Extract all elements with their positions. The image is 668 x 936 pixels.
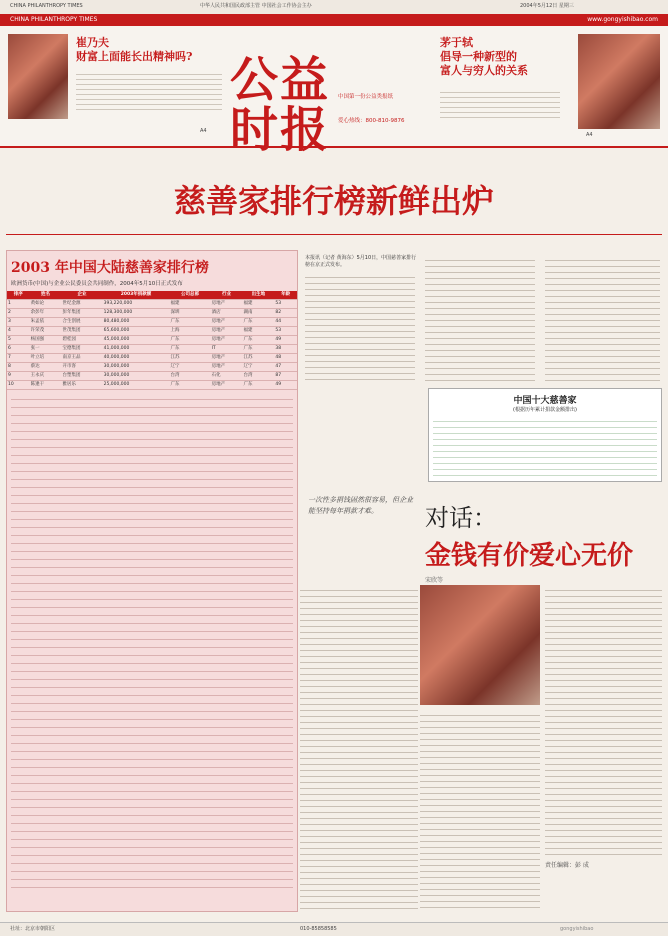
ranking-more-rows xyxy=(11,392,293,892)
table-cell: 8 xyxy=(7,363,30,372)
table-cell: 45,000,000 xyxy=(103,336,170,345)
table-row xyxy=(7,345,297,354)
table-row xyxy=(7,318,297,327)
footer-phone: 010-85858585 xyxy=(300,926,337,932)
table-cell: 5 xyxy=(7,336,30,345)
brand-en-top: CHINA PHILANTHROPY TIMES xyxy=(10,3,83,9)
table-cell: 30,000,000 xyxy=(103,372,170,381)
table-cell: 张一 xyxy=(30,345,62,354)
main-headline: 慈善家排行榜新鲜出炉 xyxy=(173,182,494,220)
red-bar xyxy=(0,14,668,26)
pull-quote: 一次性多捐钱固然很容易，但企业能坚持每年捐款才难。 xyxy=(308,496,413,515)
table-cell: 房地产 xyxy=(211,381,243,390)
table-cell: 广东 xyxy=(169,345,210,354)
table-cell: 41,000,000 xyxy=(103,345,170,354)
table-cell: 黄如论 xyxy=(30,300,62,309)
logo-char-3: 时 xyxy=(230,102,279,158)
table-cell: 湖南 xyxy=(242,309,274,318)
ranking-col-header: 企业 xyxy=(61,291,102,300)
article-intro: 本报讯（记者 黄海东）5月10日，中国慈善家排行榜在京正式发布。 xyxy=(305,255,417,268)
table-cell: 房地产 xyxy=(211,354,243,363)
table-cell: 余彭年 xyxy=(30,309,62,318)
table-cell: 80,480,000 xyxy=(103,318,170,327)
watermark: gongyishibao xyxy=(560,926,594,932)
table-cell: 49 xyxy=(274,336,297,345)
table-cell: 3 xyxy=(7,318,30,327)
brand-en: CHINA PHILANTHROPY TIMES xyxy=(10,16,98,23)
table-cell: 广东 xyxy=(242,336,274,345)
ranking-col-header: 2003年捐款额 xyxy=(103,291,170,300)
table-cell: 台湾 xyxy=(242,372,274,381)
table-cell: 王永庆 xyxy=(30,372,62,381)
table-cell: 朱孟依 xyxy=(30,318,62,327)
right-story-text xyxy=(440,88,560,118)
table-cell: 40,000,000 xyxy=(103,354,170,363)
table-cell: 上海 xyxy=(169,327,210,336)
ranking-col-header: 行业 xyxy=(211,291,243,300)
table-cell: 49 xyxy=(274,381,297,390)
table-cell: 合生创展 xyxy=(61,318,102,327)
dialogue-title-1: 对话： xyxy=(425,504,497,532)
ranking-table xyxy=(7,291,297,390)
table-cell: 广东 xyxy=(169,381,210,390)
table-row xyxy=(7,372,297,381)
left-story-text xyxy=(76,70,222,110)
table-cell: 雅居乐 xyxy=(61,381,102,390)
table-cell: 福建 xyxy=(242,327,274,336)
logo-char-2: 益 xyxy=(280,52,329,108)
table-cell: 128,300,000 xyxy=(103,309,170,318)
table-cell: 82 xyxy=(274,309,297,318)
table-cell: 房地产 xyxy=(211,363,243,372)
top-info-bar xyxy=(0,0,668,15)
table-cell: 4 xyxy=(7,327,30,336)
logo-char-1: 公 xyxy=(230,52,279,108)
dialogue-byline: 宋欣等 xyxy=(425,577,444,584)
table-cell: 53 xyxy=(274,300,297,309)
table-cell: 2 xyxy=(7,309,30,318)
table-cell: 世茂集团 xyxy=(61,327,102,336)
table-cell: 陈逢干 xyxy=(30,381,62,390)
table-cell: 44 xyxy=(274,318,297,327)
table-cell: 南京王品 xyxy=(61,354,102,363)
table-cell: 53 xyxy=(274,327,297,336)
article-column-1 xyxy=(305,272,415,382)
website: www.gongyishibao.com xyxy=(587,16,658,23)
dialogue-title-2: 金钱有价爱心无价 xyxy=(425,541,634,571)
table-row xyxy=(7,354,297,363)
dialogue-text-1 xyxy=(300,585,418,910)
table-cell: 碧桂园 xyxy=(61,336,102,345)
issue-date: 2004年5月12日 星期三 xyxy=(520,3,574,9)
table-cell: 房地产 xyxy=(211,300,243,309)
table-cell: 广东 xyxy=(169,318,210,327)
table-cell: 广东 xyxy=(169,336,210,345)
table-cell: 25,000,000 xyxy=(103,381,170,390)
article-column-2 xyxy=(425,255,535,383)
table-cell: 辽宁 xyxy=(169,363,210,372)
masthead xyxy=(0,26,668,158)
article-column-3 xyxy=(545,255,660,383)
footer-address: 社址：北京市朝阳区 xyxy=(10,926,56,932)
table-cell: 福建 xyxy=(169,300,210,309)
table-row xyxy=(7,327,297,336)
table-cell: 房地产 xyxy=(211,336,243,345)
divider xyxy=(6,234,662,235)
table-cell: 辽宁 xyxy=(242,363,274,372)
table-cell: 1 xyxy=(7,300,30,309)
table-cell: 38 xyxy=(274,345,297,354)
table-cell: 台塑集团 xyxy=(61,372,102,381)
right-story-headline[interactable]: 茅于轼 倡导一种新型的 富人与穷人的关系 xyxy=(440,36,528,77)
ranking-col-header: 出生地 xyxy=(242,291,274,300)
table-cell: 广东 xyxy=(242,345,274,354)
table-cell: 87 xyxy=(274,372,297,381)
ranking-col-header: 排序 xyxy=(7,291,30,300)
table-cell: IT xyxy=(211,345,243,354)
table-cell: 石化 xyxy=(211,372,243,381)
editor-credit: 责任编辑：彭 成 xyxy=(545,862,589,869)
left-story-photo xyxy=(8,34,68,119)
table-cell: 彭年集团 xyxy=(61,309,102,318)
ranking-col-header: 姓名 xyxy=(30,291,62,300)
top10-table xyxy=(433,416,657,478)
table-cell: 江苏 xyxy=(169,354,210,363)
table-cell: 许荣茂 xyxy=(30,327,62,336)
table-cell: 9 xyxy=(7,372,30,381)
ranking-col-header: 年龄 xyxy=(274,291,297,300)
table-cell: 房地产 xyxy=(211,327,243,336)
table-cell: 30,000,000 xyxy=(103,363,170,372)
table-cell: 48 xyxy=(274,354,297,363)
table-row xyxy=(7,309,297,318)
logo xyxy=(230,52,430,166)
table-cell: 47 xyxy=(274,363,297,372)
table-cell: 福建 xyxy=(242,300,274,309)
dialogue-photo xyxy=(420,585,540,705)
table-cell: 开市客 xyxy=(61,363,102,372)
footer-bar xyxy=(0,922,668,936)
left-story-headline[interactable]: 崔乃夫 财富上面能长出精神吗? xyxy=(76,36,193,63)
table-cell: 393,220,000 xyxy=(103,300,170,309)
ranking-panel xyxy=(6,250,298,912)
table-cell: 台湾 xyxy=(169,372,210,381)
table-cell: 深圳 xyxy=(169,309,210,318)
table-cell: 65,600,000 xyxy=(103,327,170,336)
right-story-photo xyxy=(578,34,660,129)
table-row xyxy=(7,336,297,345)
top10-box xyxy=(428,388,662,482)
table-row xyxy=(7,300,297,309)
table-cell: 6 xyxy=(7,345,30,354)
publisher-line: 中华人民共和国民政部主管 中国社会工作协会主办 xyxy=(200,3,312,9)
left-story-page[interactable]: A4 xyxy=(200,128,207,134)
table-cell: 10 xyxy=(7,381,30,390)
table-cell: 江苏 xyxy=(242,354,274,363)
table-cell: 房地产 xyxy=(211,318,243,327)
dialogue-text-3 xyxy=(545,585,662,855)
table-cell: 广东 xyxy=(242,318,274,327)
ranking-col-header: 公司总部 xyxy=(169,291,210,300)
table-cell: 广东 xyxy=(242,381,274,390)
right-story-page[interactable]: A4 xyxy=(586,132,593,138)
table-row xyxy=(7,363,297,372)
logo-char-4: 报 xyxy=(280,102,329,158)
top10-title: 中国十大慈善家 xyxy=(513,396,577,406)
table-cell: 世纪金源 xyxy=(61,300,102,309)
table-cell: 酒店 xyxy=(211,309,243,318)
dialogue-heading xyxy=(425,498,665,584)
ranking-title: 2003 年中国大陆慈善家排行榜 xyxy=(11,260,209,276)
table-cell: 叶立培 xyxy=(30,354,62,363)
top10-subtitle: (根据历年累计捐款金额排出) xyxy=(513,407,577,413)
slogan: 中国第一份公益类报纸 xyxy=(338,94,394,100)
ranking-subtitle: 欧洲货币(中国)与企业公民委员会共同制作，2004年5月10日正式发布 xyxy=(11,281,183,287)
table-cell: 宝德集团 xyxy=(61,345,102,354)
table-row xyxy=(7,381,297,390)
table-cell: 杨国强 xyxy=(30,336,62,345)
table-cell: 蔡达 xyxy=(30,363,62,372)
dialogue-text-2 xyxy=(420,710,540,910)
table-cell: 7 xyxy=(7,354,30,363)
hotline: 爱心热线：800-810-9876 xyxy=(338,118,405,124)
